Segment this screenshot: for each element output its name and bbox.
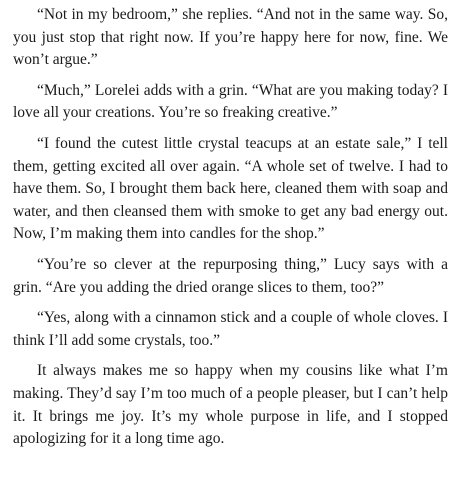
paragraph-1: “Not in my bedroom,” she replies. “And not in the same way. So, you just stop that right now. If you’re happy here for now, fine. We won’t argue.” — [13, 6, 448, 69]
paragraph-3: “I found the cutest little crystal teacups at an estate sale,” I tell them, getting excited all over again. “A whole set of twelve. I had to have them. So, I brought them back here, cleaned them with soap and water, and then cleansed them with smoke to get any bad energy out. Now, I’m making them into candles for the shop.” — [13, 134, 448, 243]
paragraph-5: “Yes, along with a cinnamon stick and a couple of whole cloves. I think I’ll add some crystals, too.” — [13, 309, 448, 349]
paragraph-2: “Much,” Lorelei adds with a grin. “What are you making today? I love all your creations. You’re so freaking creative.” — [13, 81, 448, 122]
paragraph-6: It always makes me so happy when my cousins like what I’m making. They’d say I’m too much of a people pleaser, but I can’t help it. It brings me joy. It’s my whole purpose in life, and I stopped apologizing for it a long time ago. — [13, 362, 448, 448]
paragraph-4: “You’re so clever at the repurposing thing,” Lucy says with a grin. “Are you adding the dried orange slices to them, too?” — [13, 255, 448, 296]
